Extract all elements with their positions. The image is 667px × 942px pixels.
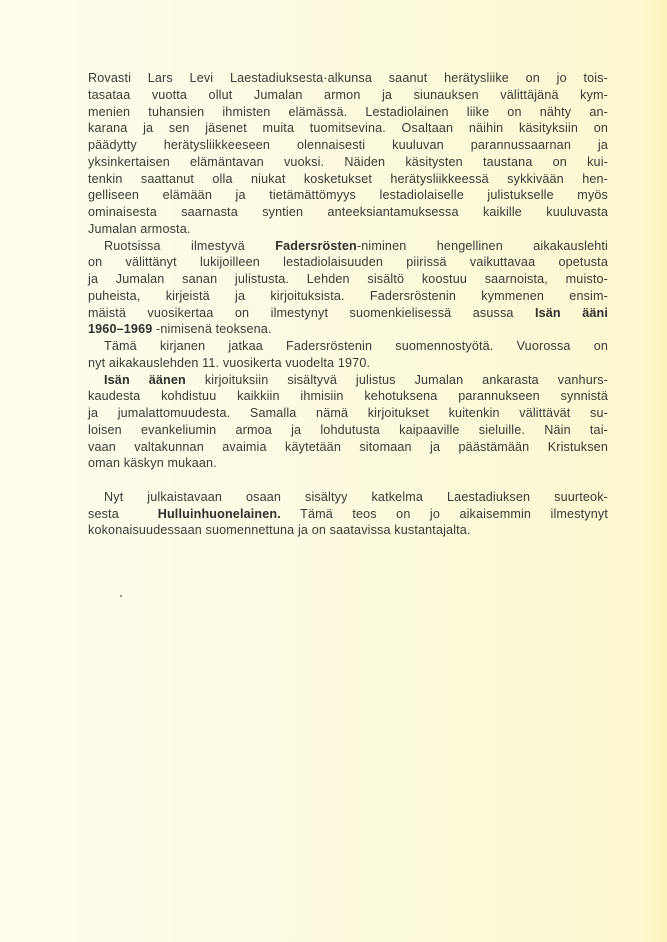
- text-line: nyt aikakauslehden 11. vuosikerta vuodelta 1970.: [88, 355, 371, 370]
- text-run: sesta: [88, 506, 158, 521]
- text-line: yksinkertaisen elämäntavan vuoksi. Näiden käsitysten taustana on kui-: [88, 154, 608, 169]
- text-run: Ruotsissa ilmestyvä: [104, 238, 276, 253]
- text-run: mäistä vuosikertaa on ilmestynyt suomenkielisessä asussa: [88, 305, 535, 320]
- text-line: ominaisesta saarnasta syntien anteeksiantamuksessa kaikille kuuluvasta: [88, 205, 608, 219]
- text-line: päädytty herätysliikkeeseen olennaisesti kuuluvan parannussaarnan ja: [88, 138, 608, 152]
- magazine-title: Fadersrösten: [275, 238, 357, 253]
- text-line: gelliseen elämään ja tietämättömyys lestadiolaiselle julistukselle myös: [88, 188, 608, 203]
- text-line: vaan valtakunnan avaimia käytetään sitomaan ja päästämään Kristuksen: [88, 439, 608, 454]
- paragraph-2: [88, 238, 608, 339]
- book-title: Isän ääni: [534, 305, 608, 320]
- text-line: ja Jumalan sanan julistusta. Lehden sisältö koostuu saarnoista, muisto-: [88, 272, 608, 286]
- text-line: tenkin saattanut olla niukat kosketukset herätysliikkeessä sykkivään hen-: [88, 171, 608, 186]
- book-title-years: 1960–1969: [88, 322, 153, 337]
- paragraph-3: [88, 338, 608, 372]
- text-line: [88, 305, 608, 322]
- text-line: Tämä kirjanen jatkaa Fadersröstenin suomennostyötä. Vuorossa on: [104, 339, 608, 353]
- text-line: ja jumalattomuudesta. Samalla nämä kirjoitukset kuitenkin välittävät su-: [88, 406, 608, 420]
- text-run: Tämä teos on jo aikaisemmin ilmestynyt: [280, 506, 608, 521]
- text-line: menien tuhansien ihmisten elämässä. Lestadiolainen liike on nähty an-: [88, 104, 608, 119]
- text-line: Jumalan armosta.: [88, 221, 191, 236]
- text-line: karana ja sen jäsenet muita tuomitsevina. Osaltaan näihin käsityksiin on: [88, 121, 608, 136]
- text-line: [88, 372, 608, 389]
- text-run: -niminen hengellinen aikakauslehti: [356, 238, 608, 253]
- paper-speck: [120, 595, 122, 597]
- book-title: Isän äänen: [104, 372, 186, 387]
- text-line: [88, 238, 608, 255]
- text-line: [88, 321, 608, 338]
- text-line: puheista, kirjeistä ja kirjoituksista. Fadersröstenin kymmenen ensim-: [88, 288, 608, 303]
- paragraph-5: [88, 489, 608, 539]
- paragraph-4: [88, 372, 608, 473]
- text-line: loisen evankeliumin armoa ja lohdutusta kaipaaville sieluille. Näin tai-: [88, 422, 608, 437]
- text-line: tasataa vuotta ollut Jumalan armon ja siunauksen välittäjänä kym-: [88, 87, 608, 102]
- document-body: [88, 70, 608, 539]
- text-line: [88, 506, 608, 523]
- paragraph-gap: [88, 472, 608, 489]
- text-line: kaudesta kohdistuu kaikkiin ihmisiin kehotuksena parannukseen synnistä: [88, 389, 608, 404]
- text-line: on välittänyt lukijoilleen lestadiolaisuuden piirissä vaikuttavaa opetusta: [88, 255, 608, 270]
- paragraph-1: [88, 70, 608, 238]
- text-line: kokonaisuudessaan suomennettuna ja on saatavissa kustantajalta.: [88, 523, 471, 538]
- text-line: oman käskyn mukaan.: [88, 456, 217, 471]
- text-line: Rovasti Lars Levi Laestadiuksesta·alkunsa saanut herätysliike on jo tois-: [88, 71, 608, 85]
- text-line: Nyt julkaistavaan osaan sisältyy katkelma Laestadiuksen suurteok-: [104, 489, 608, 504]
- text-run: kirjoituksiin sisältyvä julistus Jumalan ankarasta vanhurs-: [185, 372, 608, 387]
- work-title: Hulluinhuonelainen.: [157, 506, 281, 521]
- text-run: -nimisenä teoksena.: [152, 322, 272, 337]
